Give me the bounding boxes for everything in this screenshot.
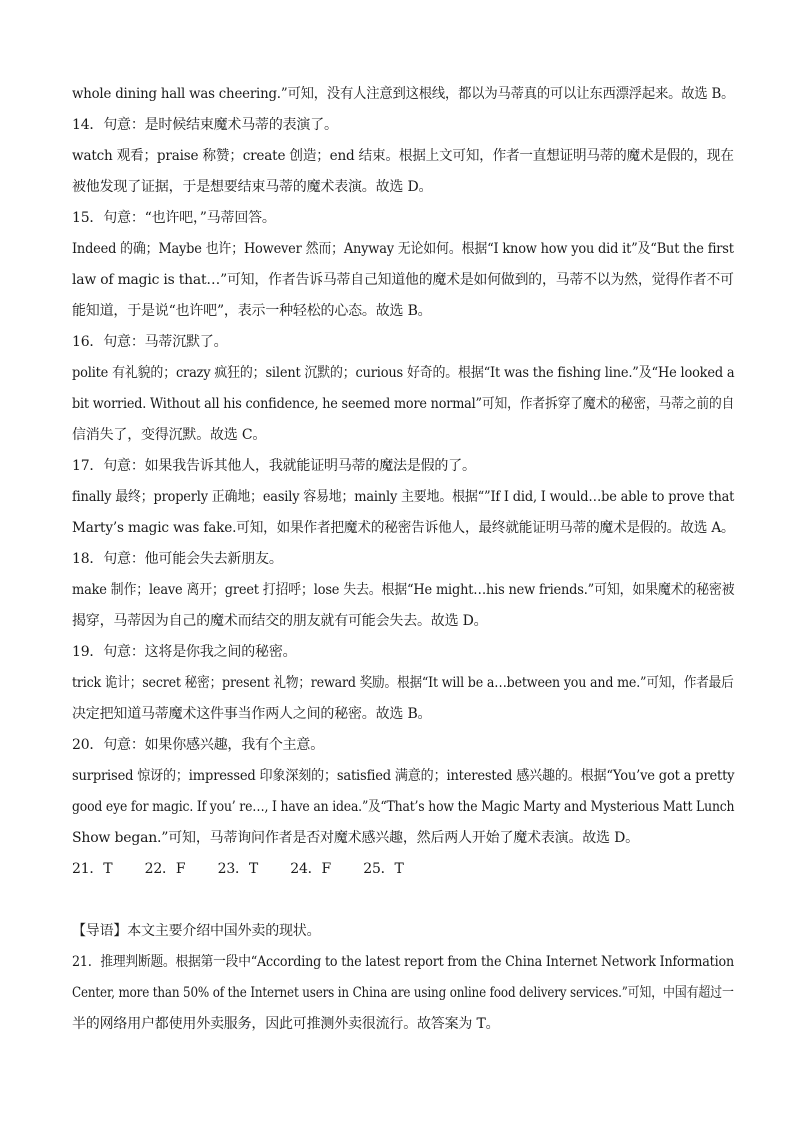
text-line: Center, more than 50% of the Internet users in China are using online food delivery services.”可知，中国有超过一 (72, 985, 734, 1001)
question-heading: 20．句意：如果你感兴趣，我有个主意。 (72, 737, 325, 753)
text-line: 信消失了，变得沉默。故选 C。 (72, 427, 267, 443)
text-line: 21．推理判断题。根据第一段中“According to the latest report from the China Internet Network Information (72, 954, 734, 970)
text-line: whole dining hall was cheering.”可知，没有人注意到这根线，都以为马蒂真的可以让东西漂浮起来。故选 B。 (72, 86, 735, 102)
text-line: bit worried. Without all his confidence, he seemed more normal”可知，作者拆穿了魔术的秘密，马蒂之前的自 (72, 396, 735, 412)
section-gap (72, 885, 734, 916)
question-heading: 19．句意：这将是你我之间的秘密。 (72, 644, 297, 660)
text-line: Show began.”可知，马蒂询问作者是否对魔术感兴趣，然后两人开始了魔术表演。故选 D。 (72, 830, 639, 846)
explanation-section (72, 79, 734, 854)
text-line: 揭穿，马蒂因为自己的魔术而结交的朋友就有可能会失去。故选 D。 (72, 613, 488, 629)
answer-item: 23．T (217, 861, 258, 877)
text-line: Indeed 的确；Maybe 也许；However 然而；Anyway 无论如何。根据“I know how you did it”及“But the first (72, 241, 734, 257)
question-heading: 14．句意：是时候结束魔术马蒂的表演了。 (72, 117, 338, 133)
text-line: 半的网络用户都使用外卖服务，因此可推测外卖很流行。故答案为 T。 (72, 1016, 500, 1032)
question-heading: 18．句意：他可能会失去新朋友。 (72, 551, 283, 567)
text-line: 能知道，于是说“也许吧”，表示一种轻松的心态。故选 B。 (72, 303, 432, 319)
text-line: trick 诡计；secret 秘密；present 礼物；reward 奖励。根据“It will be a…between you and me.”可知，作者最后 (72, 675, 734, 691)
answer-item: 24．F (290, 861, 331, 877)
reading-explanation-section (72, 916, 734, 1040)
guide-heading: 【导语】本文主要介绍中国外卖的现状。 (72, 923, 321, 939)
text-line: surprised 惊讶的；impressed 印象深刻的；satisfied 满意的；interested 感兴趣的。根据“You’ve got a pretty (72, 768, 735, 784)
text-line: 被他发现了证据，于是想要结束马蒂的魔术表演。故选 D。 (72, 179, 433, 195)
text-line: polite 有礼貌的；crazy 疯狂的；silent 沉默的；curious 好奇的。根据“It was the fishing line.”及“He looked a (72, 365, 735, 381)
text-line: 决定把知道马蒂魔术这件事当作两人之间的秘密。故选 B。 (72, 706, 432, 722)
answer-item: 25．T (363, 861, 404, 877)
text-line: make 制作；leave 离开；greet 打招呼；lose 失去。根据“He might…his new friends.”可知，如果魔术的秘密被 (72, 582, 735, 598)
text-line: watch 观看；praise 称赞；create 创造；end 结束。根据上文可知，作者一直想证明马蒂的魔术是假的，现在 (72, 148, 734, 164)
text-line: good eye for magic. If you’ re…, I have an idea.”及“That’s how the Magic Marty and Mysterious Matt Lunch (72, 799, 735, 815)
question-heading: 15．句意：“也许吧，”马蒂回答。 (72, 210, 276, 226)
text-line: Marty’s magic was fake.可知，如果作者把魔术的秘密告诉他人，最终就能证明马蒂的魔术是假的。故选 A。 (72, 520, 735, 536)
text-line: finally 最终；properly 正确地；easily 容易地；mainly 主要地。根据“”If I did, I would…be able to prove that (72, 489, 735, 505)
question-heading: 17．句意：如果我告诉其他人，我就能证明马蒂的魔法是假的了。 (72, 458, 476, 474)
answer-item: 22．F (144, 861, 186, 877)
answer-item: 21．T (72, 861, 113, 877)
answer-key-row (72, 854, 734, 885)
text-line: law of magic is that…”可知，作者告诉马蒂自己知道他的魔术是如何做到的，马蒂不以为然，觉得作者不可 (72, 272, 734, 288)
question-heading: 16．句意：马蒂沉默了。 (72, 334, 228, 350)
